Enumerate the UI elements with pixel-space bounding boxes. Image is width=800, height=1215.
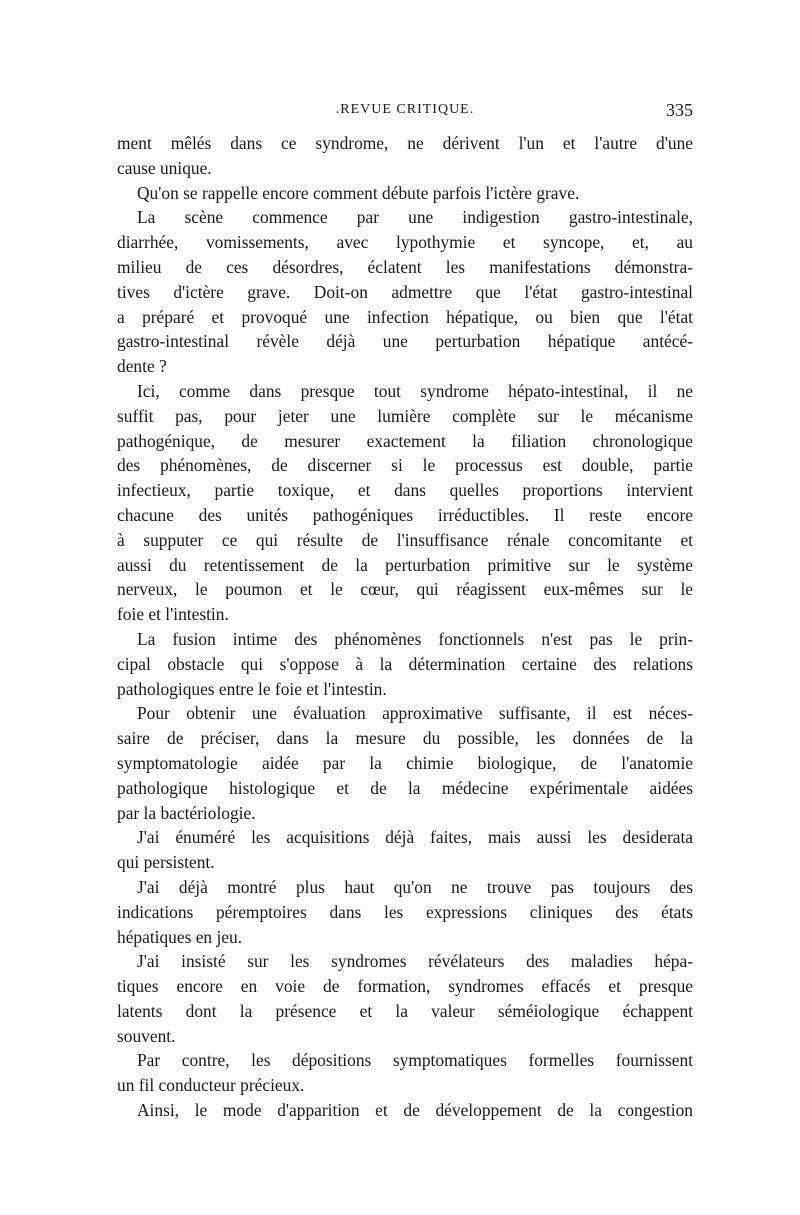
text-line: La scène commence par une indigestion gastro-intestinale,: [137, 207, 693, 228]
text-line: souvent.: [117, 1025, 176, 1046]
text-line: Ainsi, le mode d'apparition et de développement de la congestion: [137, 1100, 693, 1121]
text-line: suffit pas, pour jeter une lumière complète sur le mécanisme: [117, 405, 693, 426]
text-line: un fil conducteur précieux.: [117, 1075, 305, 1096]
page-header: [117, 100, 693, 124]
text-line: hépatiques en jeu.: [117, 926, 243, 947]
text-line: gastro-intestinal révèle déjà une perturbation hépatique antécé-: [117, 331, 693, 352]
text-line: ment mêlés dans ce syndrome, ne dérivent l'un et l'autre d'une: [117, 133, 693, 153]
page-number: 335: [666, 100, 693, 120]
text-line: symptomatologie aidée par la chimie biologique, de l'anatomie: [117, 752, 693, 773]
text-line: milieu de ces désordres, éclatent les manifestations démonstra-: [117, 256, 693, 277]
text-line: J'ai énuméré les acquisitions déjà faites, mais aussi les desiderata: [137, 827, 693, 848]
text-line: cause unique.: [117, 157, 212, 178]
text-line: aussi du retentissement de la perturbation primitive sur le système: [117, 554, 693, 575]
text-line: qui persistent.: [117, 852, 215, 873]
text-line: des phénomènes, de discerner si le processus est double, partie: [117, 455, 693, 476]
text-line: a préparé et provoqué une infection hépatique, ou bien que l'état: [117, 306, 693, 327]
running-title: .REVUE CRITIQUE.: [335, 102, 475, 117]
text-line: foie et l'intestin.: [117, 604, 229, 625]
text-line: par la bactériologie.: [117, 802, 256, 823]
text-line: J'ai insisté sur les syndromes révélateurs des maladies hépa-: [137, 951, 693, 972]
text-line: cipal obstacle qui s'oppose à la détermination certaine des relations: [117, 653, 693, 674]
text-line: Par contre, les dépositions symptomatiques formelles fournissent: [137, 1050, 693, 1071]
text-line: Ici, comme dans presque tout syndrome hépato-intestinal, il ne: [137, 380, 693, 401]
text-line: tiques encore en voie de formation, syndromes effacés et presque: [117, 976, 693, 997]
text-line: Pour obtenir une évaluation approximative suffisante, il est néces-: [137, 703, 693, 724]
text-line: J'ai déjà montré plus haut qu'on ne trouve pas toujours des: [137, 876, 693, 897]
text-line: chacune des unités pathogéniques irréductibles. Il reste encore: [117, 504, 693, 525]
text-line: Qu'on se rappelle encore comment débute parfois l'ictère grave.: [137, 182, 580, 203]
text-line: La fusion intime des phénomènes fonctionnels n'est pas le prin-: [137, 628, 693, 649]
text-line: pathogénique, de mesurer exactement la filiation chronologique: [117, 430, 693, 451]
text-line: latents dont la présence et la valeur séméiologique échappent: [117, 1000, 693, 1021]
body-text: [117, 131, 693, 1123]
text-line: à supputer ce qui résulte de l'insuffisance rénale concomitante et: [117, 529, 693, 550]
text-line: saire de préciser, dans la mesure du possible, les données de la: [117, 728, 693, 749]
text-line: pathologiques entre le foie et l'intestin.: [117, 678, 387, 699]
text-line: infectieux, partie toxique, et dans quelles proportions intervient: [117, 480, 693, 501]
text-line: nerveux, le poumon et le cœur, qui réagissent eux-mêmes sur le: [117, 579, 693, 600]
text-line: tives d'ictère grave. Doit-on admettre que l'état gastro-intestinal: [117, 281, 693, 302]
text-line: pathologique histologique et de la médecine expérimentale aidées: [117, 777, 693, 798]
text-line: diarrhée, vomissements, avec lypothymie et syncope, et, au: [117, 232, 693, 253]
text-line: indications péremptoires dans les expressions cliniques des états: [117, 901, 693, 922]
text-line: dente ?: [117, 356, 167, 377]
